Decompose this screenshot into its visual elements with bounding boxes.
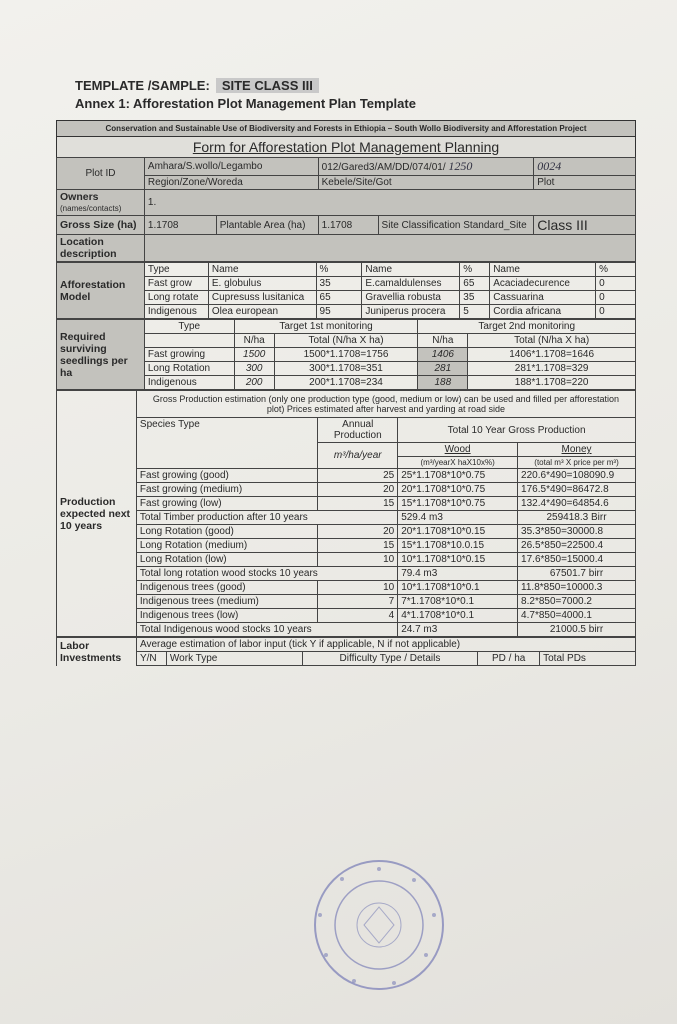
seed-cell: 300 — [234, 362, 274, 376]
aff-cell: 0 — [596, 305, 636, 319]
seed-cell: 1500*1.1708=1756 — [274, 348, 418, 362]
prod-annual: 20 — [318, 525, 398, 539]
plot-value: 0024 — [534, 158, 636, 176]
seedlings-blank — [144, 334, 234, 348]
aff-cell: E. globulus — [208, 277, 316, 291]
prod-money: 35.3*850=30000.8 — [518, 525, 636, 539]
prod-species: Long Rotation (medium) — [136, 539, 317, 553]
prod-wood: 25*1.1708*10*0.75 — [398, 469, 518, 483]
aff-cell: 0 — [596, 277, 636, 291]
labor-table — [56, 637, 636, 666]
prod-total-label: Total long rotation wood stocks 10 years — [136, 567, 397, 581]
site-class-label: SITE CLASS III — [216, 78, 319, 93]
aff-header-name-1: Name — [208, 263, 316, 277]
seed-cell: 1500 — [234, 348, 274, 362]
nha-header-1: N/ha — [234, 334, 274, 348]
location-value — [144, 235, 635, 262]
aff-cell: 35 — [316, 277, 362, 291]
template-label: TEMPLATE /SAMPLE: — [75, 78, 210, 93]
prod-species: Long Rotation (good) — [136, 525, 317, 539]
gross-size-label: Gross Size (ha) — [57, 216, 145, 235]
prod-species: Fast growing (good) — [136, 469, 317, 483]
prod-annual: 10 — [318, 553, 398, 567]
prod-wood: 10*1.1708*10*0.1 — [398, 581, 518, 595]
aff-cell: 65 — [460, 277, 490, 291]
plantable-label: Plantable Area (ha) — [216, 216, 318, 235]
afforestation-table — [56, 262, 636, 319]
prod-total-label: Total Indigenous wood stocks 10 years — [136, 623, 397, 637]
total10-header: Total 10 Year Gross Production — [398, 418, 636, 443]
labor-col-total-pds: Total PDs — [540, 652, 636, 666]
money-header: Money — [518, 443, 636, 457]
nha-header-2: N/ha — [418, 334, 468, 348]
owners-label — [57, 190, 145, 216]
seedlings-type-header: Type — [144, 320, 234, 334]
seed-cell: Long Rotation — [144, 362, 234, 376]
kebele-code: 012/Gared3/AM/DD/074/01/ — [321, 162, 446, 173]
aff-cell: Juniperus procera — [362, 305, 460, 319]
aff-cell: 65 — [316, 291, 362, 305]
aff-header-name-2: Name — [362, 263, 460, 277]
plot-id-label: Plot ID — [57, 158, 145, 190]
seedlings-table — [56, 319, 636, 390]
prod-money: 8.2*850=7000.2 — [518, 595, 636, 609]
annex-title: Annex 1: Afforestation Plot Management Plan Template — [75, 96, 416, 111]
seedlings-label: Required surviving seedlings per ha — [57, 320, 145, 390]
kebele-handwritten: 1250 — [448, 159, 473, 173]
location-label: Location description — [57, 235, 145, 262]
seed-cell: 188 — [418, 376, 468, 390]
prod-total-label: Total Timber production after 10 years — [136, 511, 397, 525]
aff-cell: 5 — [460, 305, 490, 319]
owners-value: 1. — [144, 190, 635, 216]
seed-cell: 300*1.1708=351 — [274, 362, 418, 376]
plantable-value: 1.1708 — [318, 216, 378, 235]
aff-cell: 35 — [460, 291, 490, 305]
prod-annual: 20 — [318, 483, 398, 497]
aff-cell: Olea european — [208, 305, 316, 319]
prod-money: 17.6*850=15000.4 — [518, 553, 636, 567]
seed-cell: Fast growing — [144, 348, 234, 362]
prod-total-wood: 79.4 m3 — [398, 567, 518, 581]
project-title: Conservation and Sustainable Use of Biodiversity and Forests in Ethiopia – South Wollo Biodiversity and Afforestation Project — [56, 120, 636, 136]
aff-header-name-3: Name — [490, 263, 596, 277]
prod-money: 26.5*850=22500.4 — [518, 539, 636, 553]
production-table — [56, 390, 636, 637]
seed-cell: Indigenous — [144, 376, 234, 390]
seed-cell: 1406 — [418, 348, 468, 362]
prod-annual: 15 — [318, 539, 398, 553]
aff-cell: Cordia africana — [490, 305, 596, 319]
labor-col-difficulty: Difficulty Type / Details — [302, 652, 478, 666]
form-title: Form for Afforestation Plot Management Planning — [56, 136, 636, 157]
plot-table — [56, 157, 636, 262]
prod-wood: 15*1.1708*10*0.75 — [398, 497, 518, 511]
site-class-value: Class III — [534, 216, 636, 235]
aff-header-pct-1: % — [316, 263, 362, 277]
prod-wood: 20*1.1708*10*0.75 — [398, 483, 518, 497]
aff-cell: 0 — [596, 291, 636, 305]
aff-cell: Cupresuss lusitanica — [208, 291, 316, 305]
owners-sub: (names/contacts) — [60, 204, 122, 213]
annual-header: Annual Production — [318, 418, 398, 443]
species-type-header: Species Type — [136, 418, 317, 469]
aff-header-type: Type — [144, 263, 208, 277]
prod-money: 176.5*490=86472.8 — [518, 483, 636, 497]
prod-species: Indigenous trees (low) — [136, 609, 317, 623]
prod-species: Long Rotation (low) — [136, 553, 317, 567]
prod-species: Fast growing (medium) — [136, 483, 317, 497]
plot-label: Plot — [534, 176, 636, 190]
seed-cell: 200 — [234, 376, 274, 390]
template-header — [75, 78, 319, 93]
aff-header-pct-2: % — [460, 263, 490, 277]
labor-label: Labor Investments — [57, 638, 137, 666]
aff-cell: Cassuarina — [490, 291, 596, 305]
production-label: Production expected next 10 years — [57, 391, 137, 637]
prod-total-money: 21000.5 birr — [518, 623, 636, 637]
labor-col-pd-ha: PD / ha — [478, 652, 540, 666]
prod-wood: 7*1.1708*10*0.1 — [398, 595, 518, 609]
gross-size-value: 1.1708 — [144, 216, 216, 235]
official-seal-icon — [304, 855, 454, 995]
site-class-label-cell: Site Classification Standard_Site — [378, 216, 534, 235]
prod-total-wood: 24.7 m3 — [398, 623, 518, 637]
labor-col-work-type: Work Type — [166, 652, 302, 666]
owners-title: Owners — [60, 191, 99, 203]
production-note: Gross Production estimation (only one production type (good, medium or low) can be used and filled per afforestation plot) Prices estimated after harvest and yarding at road side — [136, 391, 635, 418]
afforestation-model-label: Afforestation Model — [57, 263, 145, 319]
prod-money: 220.6*490=108090.9 — [518, 469, 636, 483]
aff-cell: Fast grow — [144, 277, 208, 291]
prod-species: Indigenous trees (medium) — [136, 595, 317, 609]
prod-money: 4.7*850=4000.1 — [518, 609, 636, 623]
prod-annual: 15 — [318, 497, 398, 511]
prod-species: Fast growing (low) — [136, 497, 317, 511]
prod-species: Indigenous trees (good) — [136, 581, 317, 595]
prod-annual: 4 — [318, 609, 398, 623]
prod-annual: 25 — [318, 469, 398, 483]
prod-money: 11.8*850=10000.3 — [518, 581, 636, 595]
region-value: Amhara/S.wollo/Legambo — [144, 158, 318, 176]
aff-cell: E.camaldulenses — [362, 277, 460, 291]
prod-annual: 10 — [318, 581, 398, 595]
wood-header: Wood — [398, 443, 518, 457]
total-header-1: Total (N/ha X ha) — [274, 334, 418, 348]
labor-note: Average estimation of labor input (tick Y if applicable, N if not applicable) — [136, 638, 635, 652]
prod-annual: 7 — [318, 595, 398, 609]
kebele-label: Kebele/Site/Got — [318, 176, 534, 190]
total-header-2: Total (N/ha X ha) — [468, 334, 636, 348]
unit-header: m³/ha/year — [318, 443, 398, 469]
prod-money: 132.4*490=64854.6 — [518, 497, 636, 511]
seed-cell: 188*1.1708=220 — [468, 376, 636, 390]
prod-total-money: 67501.7 birr — [518, 567, 636, 581]
aff-header-pct-3: % — [596, 263, 636, 277]
aff-cell: Long rotate — [144, 291, 208, 305]
seed-cell: 1406*1.1708=1646 — [468, 348, 636, 362]
aff-cell: Indigenous — [144, 305, 208, 319]
kebele-value — [318, 158, 534, 176]
wood-unit: (m³/yearX haX10x%) — [398, 457, 518, 469]
prod-total-wood: 529.4 m3 — [398, 511, 518, 525]
prod-total-money: 259418.3 Birr — [518, 511, 636, 525]
prod-wood: 4*1.1708*10*0.1 — [398, 609, 518, 623]
labor-col-yn: Y/N — [136, 652, 166, 666]
prod-wood: 20*1.1708*10*0.15 — [398, 525, 518, 539]
prod-wood: 15*1.1708*10.0.15 — [398, 539, 518, 553]
aff-cell: 95 — [316, 305, 362, 319]
target-1-header: Target 1st monitoring — [234, 320, 418, 334]
seed-cell: 281 — [418, 362, 468, 376]
aff-cell: Gravellia robusta — [362, 291, 460, 305]
aff-cell: Acaciadecurence — [490, 277, 596, 291]
money-unit: (total m³ X price per m³) — [518, 457, 636, 469]
target-2-header: Target 2nd monitoring — [418, 320, 636, 334]
prod-wood: 10*1.1708*10*0.15 — [398, 553, 518, 567]
region-label: Region/Zone/Woreda — [144, 176, 318, 190]
seed-cell: 200*1.1708=234 — [274, 376, 418, 390]
seed-cell: 281*1.1708=329 — [468, 362, 636, 376]
form-frame — [56, 120, 636, 666]
